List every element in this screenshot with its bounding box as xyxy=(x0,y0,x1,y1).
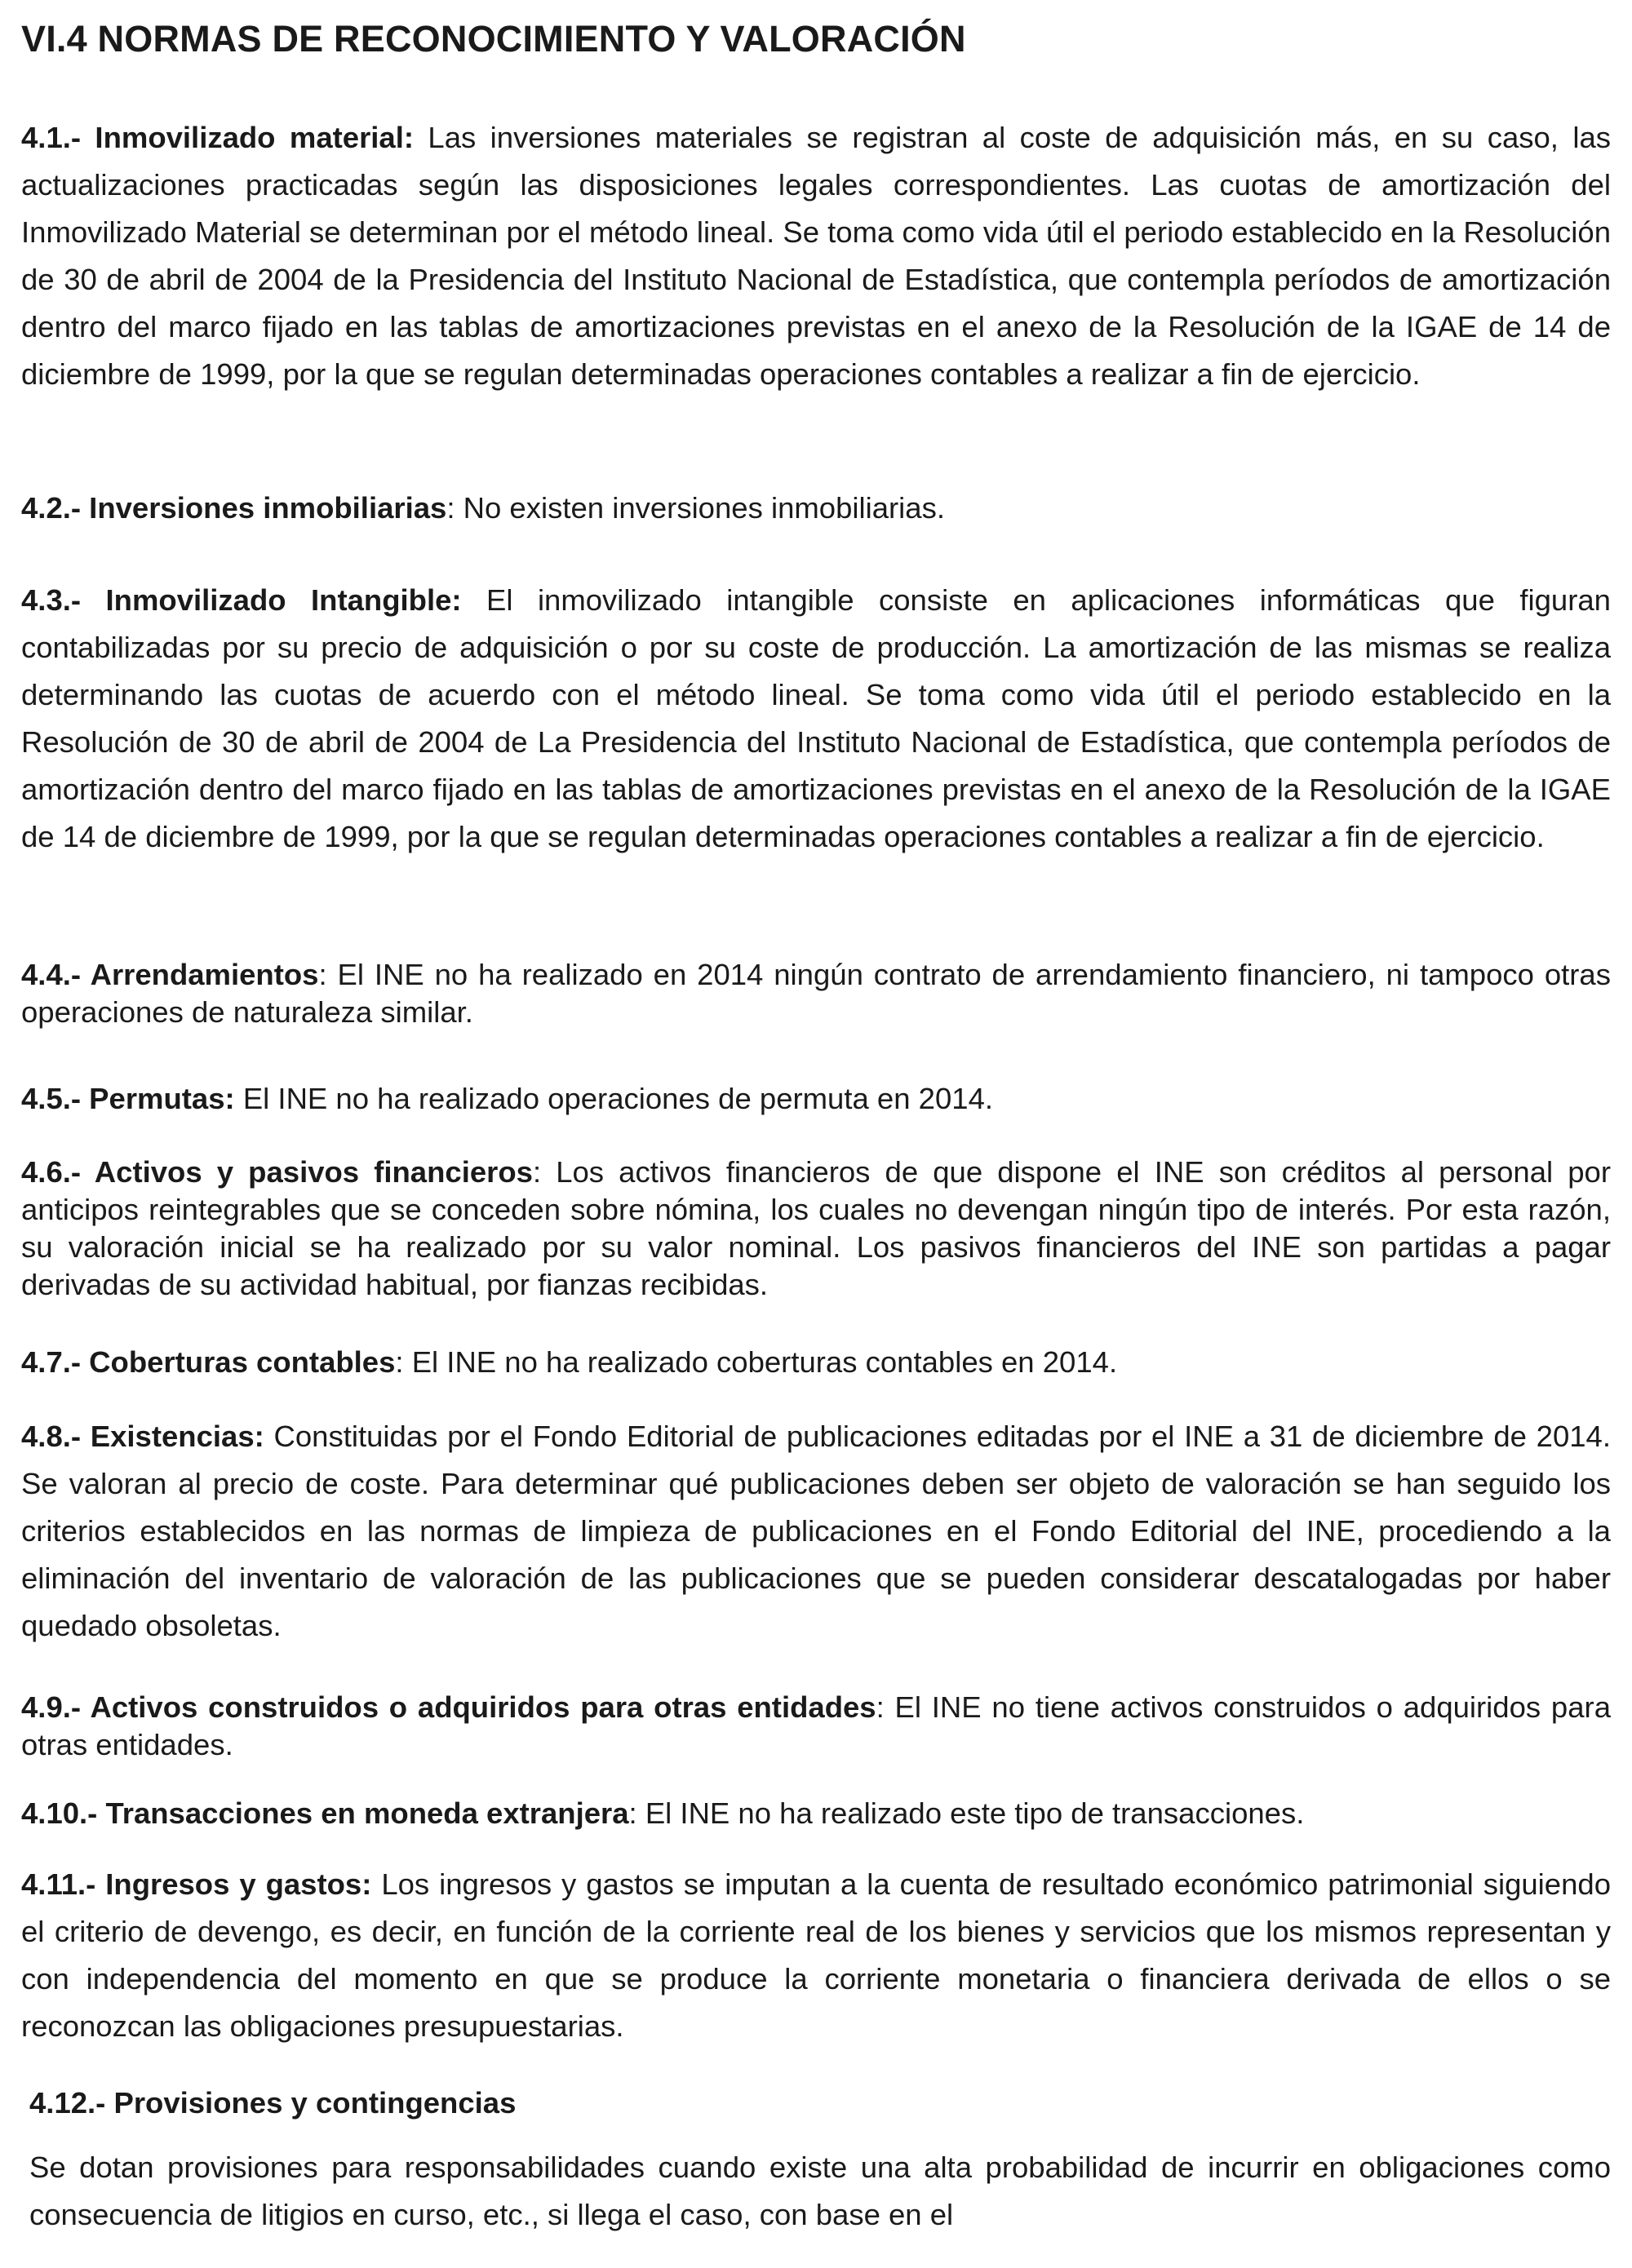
section-coberturas-contables xyxy=(21,1344,1611,1381)
section-text: : El INE no ha realizado coberturas contables en 2014. xyxy=(395,1345,1118,1379)
section-text: Las inversiones materiales se registran al coste de adquisición más, en su caso, las actualizaciones practicadas según las disposiciones legales correspondientes. Las cuotas de amortización del Inmovilizado Material se determinan por el método lineal. Se toma como vida útil el periodo establecido en la Resolución de 30 de abril de 2004 de la Presidencia del Instituto Nacional de Estadística, que contempla períodos de amortización dentro del marco fijado en las tablas de amortizaciones previstas en el anexo de la Resolución de la IGAE de 14 de diciembre de 1999, por la que se regulan determinadas operaciones contables a realizar a fin de ejercicio. xyxy=(21,121,1611,391)
section-existencias xyxy=(21,1413,1611,1650)
section-text: El inmovilizado intangible consiste en aplicaciones informáticas que figuran contabilizadas por su precio de adquisición o por su coste de producción. La amortización de las mismas se realiza determinando las cuotas de acuerdo con el método lineal. Se toma como vida útil el periodo establecido en la Resolución de 30 de abril de 2004 de La Presidencia del Instituto Nacional de Estadística, que contempla períodos de amortización dentro del marco fijado en las tablas de amortizaciones previstas en el anexo de la Resolución de la IGAE de 14 de diciembre de 1999, por la que se regulan determinadas operaciones contables a realizar a fin de ejercicio. xyxy=(21,583,1611,853)
section-heading: 4.1.- Inmovilizado material: xyxy=(21,121,415,154)
section-heading: 4.3.- Inmovilizado Intangible: xyxy=(21,583,462,617)
section-text: : El INE no tiene activos construidos o adquiridos para otras entidades. xyxy=(21,1690,1611,1761)
section-text: : No existen inversiones inmobiliarias. xyxy=(446,491,945,525)
section-heading: 4.5.- Permutas: xyxy=(21,1082,235,1115)
section-activos-pasivos-financieros xyxy=(21,1154,1611,1304)
section-text: : Los activos financieros de que dispone el INE son créditos al personal por anticipos reintegrables que se conceden sobre nómina, los cuales no devengan ningún tipo de interés. Por esta razón, su valoración inicial se ha realizado por su valor nominal. Los pasivos financieros del INE son partidas a pagar derivadas de su actividad habitual, por fianzas recibidas. xyxy=(21,1155,1611,1301)
section-inversiones-inmobiliarias xyxy=(21,485,1611,532)
section-inmovilizado-intangible xyxy=(21,577,1611,861)
section-inmovilizado-material xyxy=(21,114,1611,398)
section-text: Los ingresos y gastos se imputan a la cuenta de resultado económico patrimonial siguiendo el criterio de devengo, es decir, en función de la corriente real de los bienes y servicios que los mismos representan y con independencia del momento en que se produce la corriente monetaria o financiera derivada de ellos o se reconozcan las obligaciones presupuestarias. xyxy=(21,1867,1611,2043)
section-provisiones-text: Se dotan provisiones para responsabilidades cuando existe una alta probabilidad de incurrir en obligaciones como consecuencia de litigios en curso, etc., si llega el caso, con base en el xyxy=(29,2151,1611,2231)
section-heading: 4.2.- Inversiones inmobiliarias xyxy=(21,491,447,525)
section-heading: 4.4.- Arrendamientos xyxy=(21,958,319,991)
section-activos-otras-entidades xyxy=(21,1689,1611,1764)
section-ingresos-gastos xyxy=(21,1861,1611,2050)
section-provisiones-heading: 4.12.- Provisiones y contingencias xyxy=(29,2086,517,2120)
section-heading: 4.9.- Activos construidos o adquiridos para otras entidades xyxy=(21,1690,876,1724)
section-text: Constituidas por el Fondo Editorial de publicaciones editadas por el INE a 31 de diciembre de 2014. Se valoran al precio de coste. Para determinar qué publicaciones deben ser objeto de valoración se han seguido los criterios establecidos en las normas de limpieza de publicaciones en el Fondo Editorial del INE, procediendo a la eliminación del inventario de valoración de las publicaciones que se pueden considerar descatalogadas por haber quedado obsoletas. xyxy=(21,1420,1611,1642)
section-text: : El INE no ha realizado este tipo de transacciones. xyxy=(628,1796,1305,1830)
section-text: : El INE no ha realizado en 2014 ningún contrato de arrendamiento financiero, ni tampoco otras operaciones de naturaleza similar. xyxy=(21,958,1611,1029)
page-title: VI.4 NORMAS DE RECONOCIMIENTO Y VALORACIÓN xyxy=(21,18,966,60)
section-arrendamientos xyxy=(21,956,1611,1031)
section-permutas xyxy=(21,1080,1611,1118)
section-heading: 4.6.- Activos y pasivos financieros xyxy=(21,1155,533,1189)
section-heading: 4.10.- Transacciones en moneda extranjera xyxy=(21,1796,629,1830)
section-heading: 4.7.- Coberturas contables xyxy=(21,1345,396,1379)
section-heading: 4.8.- Existencias: xyxy=(21,1420,264,1453)
section-moneda-extranjera xyxy=(21,1795,1611,1832)
section-text: El INE no ha realizado operaciones de permuta en 2014. xyxy=(234,1082,994,1115)
section-heading: 4.11.- Ingresos y gastos: xyxy=(21,1867,372,1901)
